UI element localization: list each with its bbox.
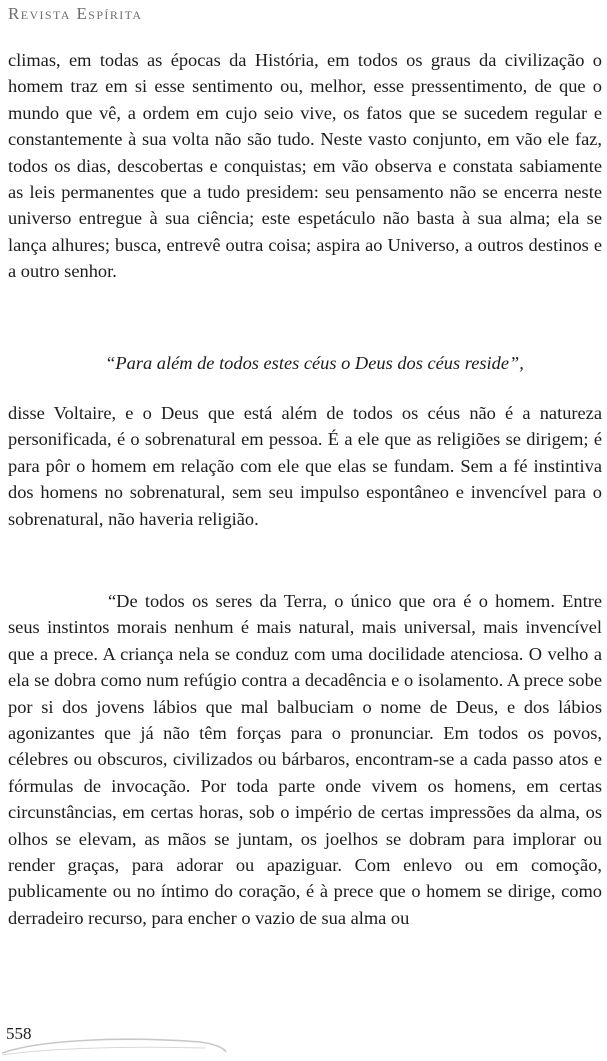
paragraph-2: disse Voltaire, e o Deus que está além de todos os céus não é a natureza personificada, é o sobrenatural em pessoa. É a ele que as religiões se dirigem; é para pôr o homem em relação com ele que elas se fundam. Sem a fé instintiva dos homens no sobrenatural, sem seu impulso espontâneo e invencível para o sobrenatural, não haveria religião.	[8, 403, 602, 529]
poem-quote: “Para além de todos estes céus o Deus dos céus reside”,	[105, 353, 524, 373]
paragraph-3: “De todos os seres da Terra, o único que ora é o homem. Entre seus instintos morais nenhum é mais natural, mais universal, mais invencível que a prece. A criança nela se conduz com uma docilidade atenciosa. O velho a ela se dobra como num refúgio contra a decadência e o isolamento. A prece sobe por si dos jovens lábios que mal balbuciam o nome de Deus, e dos lábios agonizantes que já não têm forças para o pronunciar. Em todos os povos, célebres ou obscuros, civilizados ou bárbaros, encontram-se a cada passo atos e fórmulas de invocação. Por toda parte onde vivem os homens, em certas circunstâncias, em certas horas, sob o império de certas impressões da alma, os olhos se elevam, as mãos se juntam, os joelhos se dobram para implorar ou render graças, para adorar ou apaziguar. Com enlevo ou em comoção, publicamente ou no íntimo do coração, é à prece que o homem se dirige, como derradeiro recurso, para encher o vazio de sua alma ou	[8, 591, 602, 928]
footer-ornament	[0, 1022, 230, 1061]
paragraph-1: climas, em todas as épocas da História, em todos os graus da civilização o homem traz em si esse sentimento ou, melhor, esse pressentimento, de que o mundo que vê, a ordem em cujo seio vive, os fatos que se sucedem regular e constantemente à sua volta não são tudo. Neste vasto conjunto, em vão ele faz, todos os dias, descobertas e conquistas; em vão observa e constata sabiamente as leis permanentes que a tudo presidem: seu pensamento não se encerra neste universo entregue à sua ciência; este espetáculo não basta à sua alma; ela se lança alhures; busca, entrevê outra coisa; aspira ao Universo, a outros destinos e a outro senhor.	[8, 50, 602, 282]
page-number: 558	[6, 1024, 32, 1043]
running-header: Revista Espírita	[8, 4, 143, 23]
